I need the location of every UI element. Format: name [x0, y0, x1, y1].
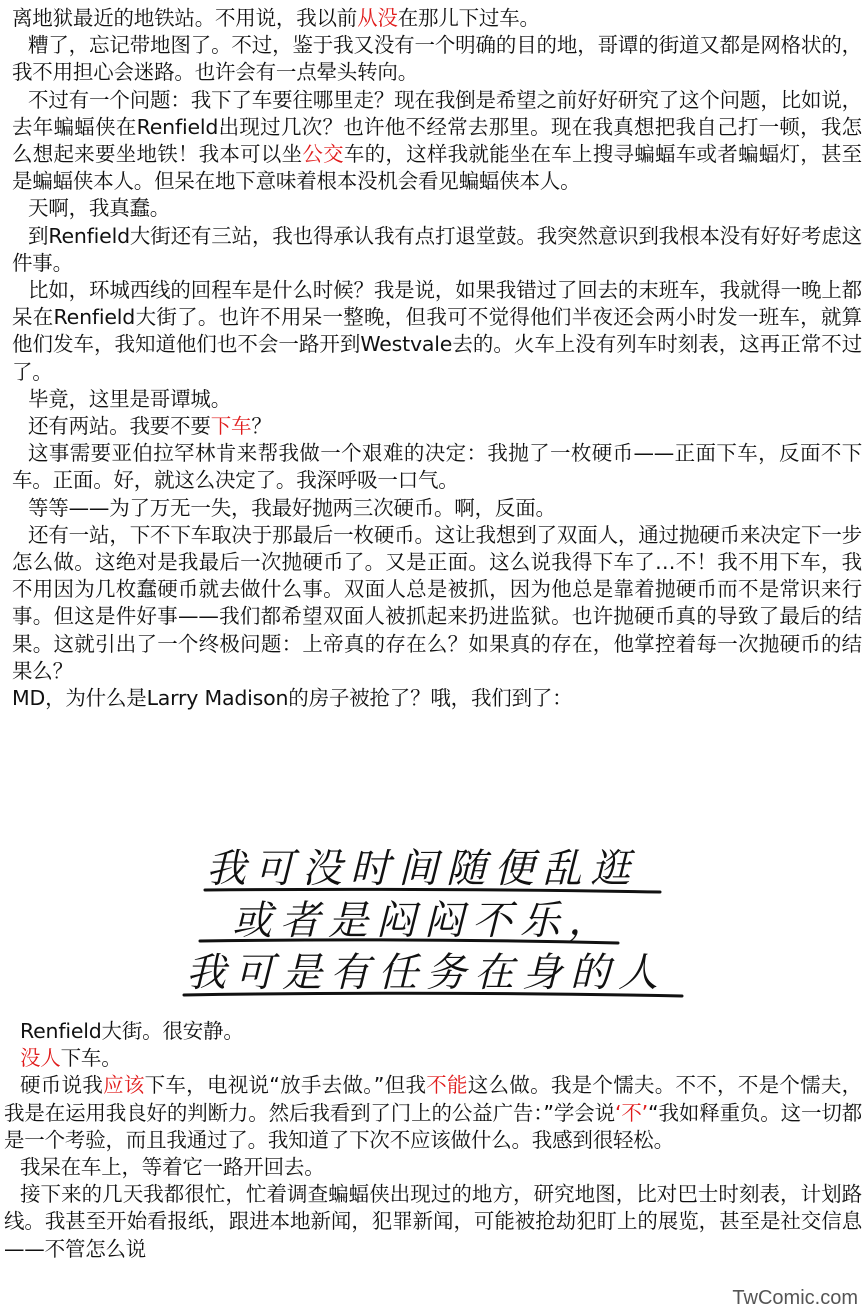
- text-run: 比如，环城西线的回程车是什么时候？我是说，如果我错过了回去的末班车，我就得一晚上都呆在Renfield大街了。也许不用呆一整晚，但我可不觉得他们半夜还会两小时发一班车，就算他们发车，我知道他们也不会一路开到Westvale去的。火车上没有列车时刻表，这再正常不过了。: [12, 278, 862, 384]
- text-run: Renfield大街。很安静。: [20, 1019, 244, 1043]
- paragraph: [4, 1154, 862, 1181]
- text-block-top: [12, 5, 862, 712]
- highlighted-text: 应该: [103, 1073, 145, 1098]
- paragraph: [12, 32, 862, 86]
- paragraph: [4, 1072, 862, 1154]
- text-run: 硬币说我: [20, 1073, 104, 1098]
- text-run: 等等——为了万无一失，我最好抛两三次硬币。啊，反面。: [28, 495, 556, 520]
- paragraph: [4, 1018, 862, 1045]
- text-run: 接下来的几天我都很忙，忙着调查蝙蝠侠出现过的地方，研究地图，比对巴士时刻表，计划路线。我甚至开始看报纸，跟进本地新闻，犯罪新闻，可能被抢劫犯盯上的展览，甚至是社交信息——不管怎么说: [4, 1182, 862, 1261]
- text-run: 毕竟，这里是哥谭城。: [28, 386, 231, 411]
- text-run: 不过有一个问题：我下了车要往哪里走？现在我倒是希望之前好好研究了这个问题，比如说，去年蝙蝠侠在Renfield出现过几次？也许他不经常去那里。现在我真想把我自己打一顿，我怎么想起来要坐地铁！我本可以坐: [12, 87, 862, 167]
- highlighted-text: 没人: [20, 1046, 61, 1071]
- text-run: 天啊，我真蠢。: [28, 196, 171, 221]
- text-run: 车的，这样我就能坐在车上搜寻蝙蝠车或者蝙蝠灯，甚至是蝙蝠侠本人。但呆在地下意味着根本没机会看见蝙蝠侠本人。: [12, 142, 862, 194]
- paragraph: [12, 522, 862, 685]
- paragraph: [12, 223, 862, 277]
- text-run: 这事需要亚伯拉罕林肯来帮我做一个艰难的决定：我抛了一枚硬币——正面下车，反面不下车。正面。好，就这么决定了。我深呼吸一口气。: [12, 441, 862, 493]
- text-run: 还有两站。我要不要: [28, 414, 211, 439]
- highlighted-text: 下车: [210, 414, 252, 439]
- paragraph: [12, 495, 862, 522]
- text-run: 我呆在车上，等着它一路开回去。: [20, 1155, 325, 1180]
- text-run: 下车。: [60, 1046, 122, 1071]
- paragraph: [4, 1045, 862, 1072]
- paragraph: [12, 277, 862, 386]
- text-block-bottom: [4, 1018, 862, 1263]
- handwritten-line-1: 我可没时间随便乱逛: [206, 848, 638, 892]
- text-run: “我如释重负。这一切都是一个考验，而且我通过了。我知道了下次不应该做什么。我感到很轻松。: [4, 1100, 863, 1152]
- handwritten-quote: [0, 848, 868, 1008]
- highlighted-text: ‘不’: [614, 1100, 649, 1125]
- paragraph: [12, 5, 862, 32]
- text-run: 离地狱最近的地铁站。不用说，我以前: [12, 6, 358, 30]
- handwritten-line-3: 我可是有任务在身的人: [186, 950, 666, 996]
- text-run: 这么做。我是个懦夫。不不，不是个懦夫，我是在运用我良好的判断力。然后我看到了门上的公益广告：”学会说: [4, 1073, 862, 1125]
- text-run: 下车，电视说“放手去做。”但我: [144, 1073, 427, 1098]
- paragraph: [12, 87, 862, 196]
- handwritten-line-2: 或者是闷闷不乐，: [232, 898, 616, 944]
- paragraph: [12, 386, 862, 413]
- text-run: 在那儿下过车。: [397, 6, 540, 30]
- paragraph: [4, 1181, 862, 1263]
- text-run: 糟了，忘记带地图了。不过，鉴于我又没有一个明确的目的地，哥谭的街道又都是网格状的，我不用担心会迷路。也许会有一点晕头转向。: [12, 33, 862, 85]
- paragraph: [12, 413, 862, 440]
- site-watermark: TwComic.com: [732, 1287, 858, 1309]
- text-run: ？: [251, 414, 272, 439]
- text-run: 到Renfield大街还有三站，我也得承认我有点打退堂鼓。我突然意识到我根本没有好好考虑这件事。: [12, 223, 862, 275]
- paragraph: [12, 440, 862, 494]
- paragraph: [12, 195, 862, 222]
- highlighted-text: 不能: [426, 1073, 468, 1098]
- text-run: 还有一站，下不下车取决于那最后一枚硬币。这让我想到了双面人，通过抛硬币来决定下一步怎么做。这绝对是我最后一次抛硬币了。又是正面。这么说我得下车了…不！我不用下车，我不用因为几枚蠢硬币就去做什么事。双面人总是被抓，因为他总是靠着抛硬币而不是常识来行事。但这是件好事——我们都希望双面人被抓起来扔进监狱。也许抛硬币真的导致了最后的结果。这就引出了一个终极问题：上帝真的存在么？如果真的存在，他掌控着每一次抛硬币的结果么？: [12, 522, 862, 683]
- text-run: MD，为什么是Larry Madison的房子被抢了？哦，我们到了：: [12, 686, 573, 711]
- highlighted-text: 从没: [357, 6, 398, 30]
- paragraph: [12, 685, 862, 712]
- highlighted-text: 公交: [302, 142, 344, 167]
